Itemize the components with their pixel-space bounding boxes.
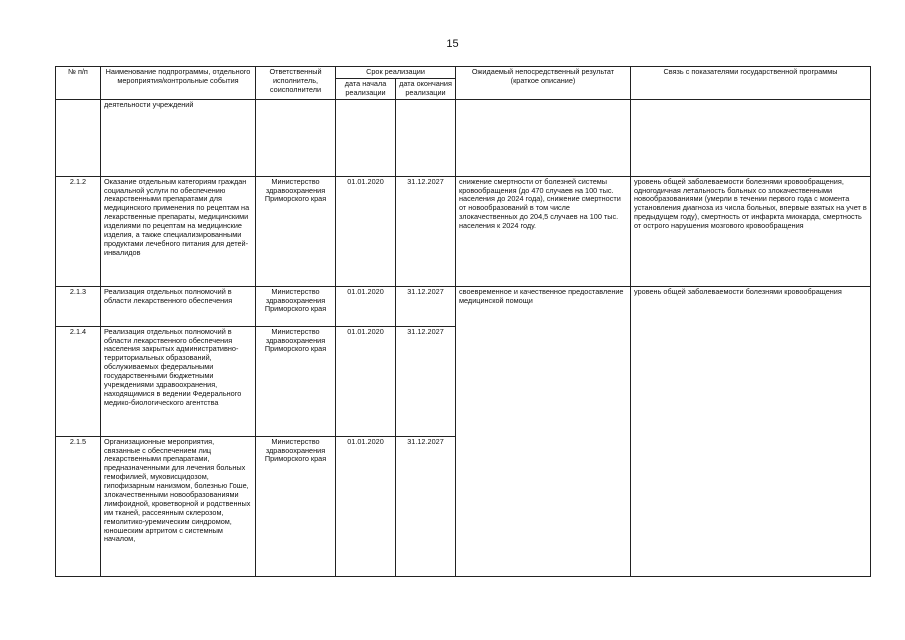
program-table — [55, 66, 871, 577]
header-link: Связь с показателями государственной программы — [631, 67, 871, 100]
cell-result: снижение смертности от болезней системы кровообращения (до 470 случаев на 100 тыс. населения до 2024 года), снижение смертности от новообразований в том числе злокачественных до 204,5 случаев на 100 тыс. населения к 2024 году. — [456, 176, 631, 286]
cell-start: 01.01.2020 — [336, 176, 396, 286]
header-responsible: Ответственный исполнитель, соисполнители — [256, 67, 336, 100]
cell-result — [456, 326, 631, 436]
cell-responsible: Министерство здравоохранения Приморского края — [256, 436, 336, 576]
header-end: дата окончания реализации — [396, 78, 456, 99]
table-row — [56, 326, 871, 436]
cell-end — [396, 99, 456, 176]
cell-name: Организационные мероприятия, связанные с обеспечением лиц лекарственными препаратами, предназначенными для лечения больных гемофилией, муковисцидозом, гипофизарным нанизмом, болезнью Гоше, злокачественными новообразованиями лимфоидной, кроветворной и родственных им тканей, рассеянным склерозом, гемолитико-уремическим синдромом, юношеским артритом с системным началом, — [101, 436, 256, 576]
cell-num: 2.1.4 — [56, 326, 101, 436]
cell-start: 01.01.2020 — [336, 286, 396, 326]
cell-responsible: Министерство здравоохранения Приморского края — [256, 326, 336, 436]
table-row — [56, 176, 871, 286]
cell-num: 2.1.2 — [56, 176, 101, 286]
table-row — [56, 286, 871, 326]
cell-end: 31.12.2027 — [396, 436, 456, 576]
cell-end: 31.12.2027 — [396, 286, 456, 326]
header-num: № п/п — [56, 67, 101, 100]
cell-result: своевременное и качественное предоставление медицинской помощи — [456, 286, 631, 326]
cell-num: 2.1.5 — [56, 436, 101, 576]
cell-end: 31.12.2027 — [396, 176, 456, 286]
cell-name: деятельности учреждений — [101, 99, 256, 176]
cell-name: Реализация отдельных полномочий в области лекарственного обеспечения населения закрытых административно-территориальных образований, обслуживаемых федеральными государственными бюджетными учреждениями здравоохранения, находящимися в ведении Федерального медико-биологического агентства — [101, 326, 256, 436]
cell-result — [456, 99, 631, 176]
cell-link — [631, 326, 871, 436]
cell-start: 01.01.2020 — [336, 436, 396, 576]
cell-end: 31.12.2027 — [396, 326, 456, 436]
cell-name: Реализация отдельных полномочий в области лекарственного обеспечения — [101, 286, 256, 326]
table-row — [56, 436, 871, 576]
cell-result — [456, 436, 631, 576]
cell-start: 01.01.2020 — [336, 326, 396, 436]
cell-responsible — [256, 99, 336, 176]
header-period: Срок реализации — [336, 67, 456, 79]
header-start: дата начала реализации — [336, 78, 396, 99]
cell-num — [56, 99, 101, 176]
cell-link: уровень общей заболеваемости болезнями кровообращения, одногодичная летальность больных со злокачественными новообразованиями (умерли в течении первого года с момента установления диагноза из числа больных, впервые взятых на учет в предыдущем году), смертность от инфаркта миокарда, смертность от острого нарушения мозгового кровообращения — [631, 176, 871, 286]
cell-name: Оказание отдельным категориям граждан социальной услуги по обеспечению лекарственными препаратами для медицинского применения по рецептам на лекарственные препараты, медицинскими изделиями по рецептам на медицинские изделия, а также специализированными продуктами лечебного питания для детей-инвалидов — [101, 176, 256, 286]
cell-responsible: Министерство здравоохранения Приморского края — [256, 286, 336, 326]
page-number: 15 — [446, 38, 459, 50]
cell-start — [336, 99, 396, 176]
table-row-continued — [56, 99, 871, 176]
cell-responsible: Министерство здравоохранения Приморского края — [256, 176, 336, 286]
header-row-1 — [56, 67, 871, 79]
cell-link — [631, 436, 871, 576]
cell-num: 2.1.3 — [56, 286, 101, 326]
cell-link — [631, 99, 871, 176]
header-result: Ожидаемый непосредственный результат (краткое описание) — [456, 67, 631, 100]
header-name: Наименование подпрограммы, отдельного мероприятия/контрольные события — [101, 67, 256, 100]
cell-link: уровень общей заболеваемости болезнями кровообращения — [631, 286, 871, 326]
